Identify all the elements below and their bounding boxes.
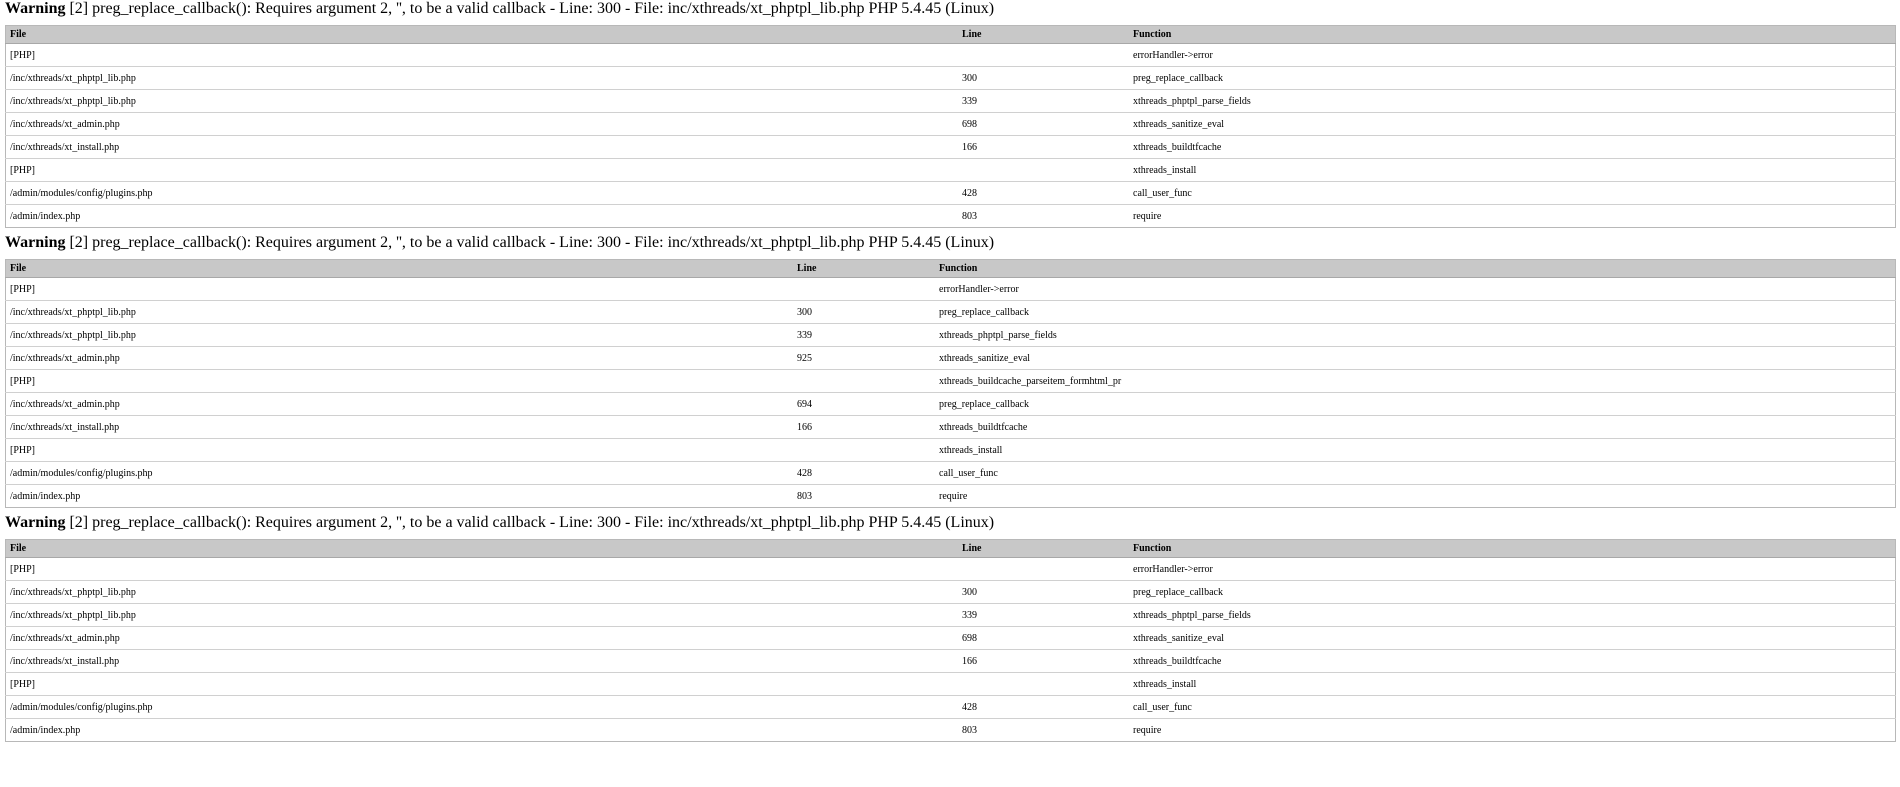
cell-function: xthreads_sanitize_eval <box>1129 627 1896 650</box>
table-row <box>6 113 1896 136</box>
table-row <box>6 205 1896 228</box>
cell-function: xthreads_sanitize_eval <box>935 347 1896 370</box>
cell-function: xthreads_phptpl_parse_fields <box>1129 604 1896 627</box>
cell-line: 300 <box>958 67 1129 90</box>
cell-file: /admin/index.php <box>10 724 81 736</box>
warning-label: Warning <box>5 234 66 251</box>
cell-file: /inc/xthreads/xt_admin.php <box>6 113 959 136</box>
cell-line: 166 <box>958 136 1129 159</box>
warning-title <box>0 514 1900 532</box>
cell-function: preg_replace_callback <box>935 393 1896 416</box>
cell-function: errorHandler->error <box>1129 44 1896 67</box>
table-row <box>6 90 1896 113</box>
cell-function: errorHandler->error <box>935 278 1896 301</box>
table-row <box>6 324 1896 347</box>
table-row <box>6 558 1896 581</box>
cell-file: /inc/xthreads/xt_admin.php <box>6 347 794 370</box>
cell-file: [PHP] <box>6 673 959 696</box>
cell-line: 803 <box>797 490 812 502</box>
table-row <box>6 650 1896 673</box>
cell-line: 300 <box>793 301 935 324</box>
cell-file: /admin/index.php <box>10 490 81 502</box>
backtrace-table <box>5 259 1896 508</box>
cell-function: xthreads_sanitize_eval <box>1129 113 1896 136</box>
cell-function: require <box>939 490 968 502</box>
backtrace-table <box>5 539 1896 742</box>
table-row <box>6 673 1896 696</box>
cell-line: 428 <box>793 462 935 485</box>
table-row <box>6 136 1896 159</box>
cell-line: 166 <box>793 416 935 439</box>
cell-file: /inc/xthreads/xt_phptpl_lib.php <box>6 90 959 113</box>
table-row <box>6 370 1896 393</box>
table-row <box>6 278 1896 301</box>
table-row <box>6 182 1896 205</box>
table-row <box>6 159 1896 182</box>
table-row <box>6 67 1896 90</box>
cell-function: xthreads_install <box>1129 673 1896 696</box>
cell-line: 339 <box>793 324 935 347</box>
column-header-line: Line <box>793 260 935 278</box>
cell-line: 803 <box>962 724 977 736</box>
table-row <box>6 604 1896 627</box>
cell-line: 925 <box>793 347 935 370</box>
table-row <box>6 719 1896 742</box>
cell-line <box>958 558 1129 581</box>
cell-function: xthreads_buildtfcache <box>935 416 1896 439</box>
column-header-function: Function <box>935 260 1896 278</box>
table-row <box>6 416 1896 439</box>
cell-function: xthreads_install <box>935 439 1896 462</box>
cell-file: [PHP] <box>6 439 794 462</box>
cell-file: /inc/xthreads/xt_phptpl_lib.php <box>6 604 959 627</box>
cell-file: [PHP] <box>6 370 794 393</box>
cell-file: [PHP] <box>6 44 959 67</box>
cell-line: 428 <box>958 696 1129 719</box>
cell-function: call_user_func <box>1129 696 1896 719</box>
cell-file: /admin/index.php <box>10 210 81 222</box>
table-row <box>6 462 1896 485</box>
warning-title <box>0 234 1900 252</box>
cell-function: xthreads_buildtfcache <box>1129 136 1896 159</box>
table-row <box>6 696 1896 719</box>
cell-file: /inc/xthreads/xt_install.php <box>6 136 959 159</box>
cell-file: /admin/modules/config/plugins.php <box>6 696 959 719</box>
warning-block <box>0 0 1900 228</box>
cell-line: 698 <box>958 113 1129 136</box>
cell-line: 339 <box>958 90 1129 113</box>
cell-line: 694 <box>793 393 935 416</box>
cell-file: /inc/xthreads/xt_install.php <box>6 416 794 439</box>
warning-message: [2] preg_replace_callback(): Requires argument 2, '', to be a valid callback - Line: 300 - File: inc/xthreads/xt_phptpl_lib.php PHP 5.4.45 (Linux) <box>69 234 995 251</box>
backtrace-table <box>5 25 1896 228</box>
cell-function: preg_replace_callback <box>935 301 1896 324</box>
table-row <box>6 439 1896 462</box>
cell-function: xthreads_phptpl_parse_fields <box>935 324 1896 347</box>
cell-line <box>793 278 935 301</box>
cell-function: xthreads_phptpl_parse_fields <box>1129 90 1896 113</box>
cell-file: [PHP] <box>6 558 959 581</box>
column-header-line: Line <box>958 540 1129 558</box>
cell-line: 428 <box>958 182 1129 205</box>
warning-message: [2] preg_replace_callback(): Requires argument 2, '', to be a valid callback - Line: 300 - File: inc/xthreads/xt_phptpl_lib.php PHP 5.4.45 (Linux) <box>69 0 995 17</box>
warning-title <box>0 0 1900 18</box>
cell-function: preg_replace_callback <box>1129 581 1896 604</box>
warning-block <box>0 234 1900 508</box>
cell-file: /inc/xthreads/xt_phptpl_lib.php <box>6 67 959 90</box>
cell-line: 698 <box>958 627 1129 650</box>
cell-file: [PHP] <box>6 278 794 301</box>
cell-file: /inc/xthreads/xt_phptpl_lib.php <box>6 324 794 347</box>
cell-line <box>793 370 935 393</box>
cell-file: /admin/modules/config/plugins.php <box>6 462 794 485</box>
cell-line <box>958 44 1129 67</box>
table-row <box>6 581 1896 604</box>
column-header-function: Function <box>1129 26 1896 44</box>
cell-function: xthreads_buildtfcache <box>1129 650 1896 673</box>
warning-block <box>0 514 1900 742</box>
cell-function: errorHandler->error <box>1129 558 1896 581</box>
cell-line: 803 <box>962 210 977 222</box>
cell-line <box>958 159 1129 182</box>
cell-file: /inc/xthreads/xt_admin.php <box>6 627 959 650</box>
cell-function: require <box>1133 724 1162 736</box>
cell-function: preg_replace_callback <box>1129 67 1896 90</box>
cell-function: call_user_func <box>1129 182 1896 205</box>
warning-label: Warning <box>5 0 66 17</box>
table-row <box>6 627 1896 650</box>
cell-file: /inc/xthreads/xt_admin.php <box>6 393 794 416</box>
cell-file: /inc/xthreads/xt_phptpl_lib.php <box>6 301 794 324</box>
table-row <box>6 347 1896 370</box>
table-header-row <box>6 26 1896 44</box>
table-header-row <box>6 540 1896 558</box>
cell-line: 339 <box>958 604 1129 627</box>
cell-function: require <box>1133 210 1162 222</box>
cell-function: xthreads_buildcache_parseitem_formhtml_pr <box>935 370 1896 393</box>
column-header-line: Line <box>958 26 1129 44</box>
cell-line: 300 <box>958 581 1129 604</box>
cell-file: /inc/xthreads/xt_phptpl_lib.php <box>6 581 959 604</box>
cell-file: [PHP] <box>6 159 959 182</box>
cell-file: /inc/xthreads/xt_install.php <box>6 650 959 673</box>
warning-message: [2] preg_replace_callback(): Requires argument 2, '', to be a valid callback - Line: 300 - File: inc/xthreads/xt_phptpl_lib.php PHP 5.4.45 (Linux) <box>69 514 995 531</box>
table-row <box>6 393 1896 416</box>
column-header-function: Function <box>1129 540 1896 558</box>
cell-line <box>793 439 935 462</box>
warning-label: Warning <box>5 514 66 531</box>
cell-file: /admin/modules/config/plugins.php <box>6 182 959 205</box>
column-header-file: File <box>6 260 794 278</box>
column-header-file: File <box>6 540 959 558</box>
table-row <box>6 301 1896 324</box>
table-row <box>6 44 1896 67</box>
cell-line <box>958 673 1129 696</box>
cell-line: 166 <box>958 650 1129 673</box>
cell-function: call_user_func <box>935 462 1896 485</box>
table-row <box>6 485 1896 508</box>
table-header-row <box>6 260 1896 278</box>
column-header-file: File <box>6 26 959 44</box>
cell-function: xthreads_install <box>1129 159 1896 182</box>
